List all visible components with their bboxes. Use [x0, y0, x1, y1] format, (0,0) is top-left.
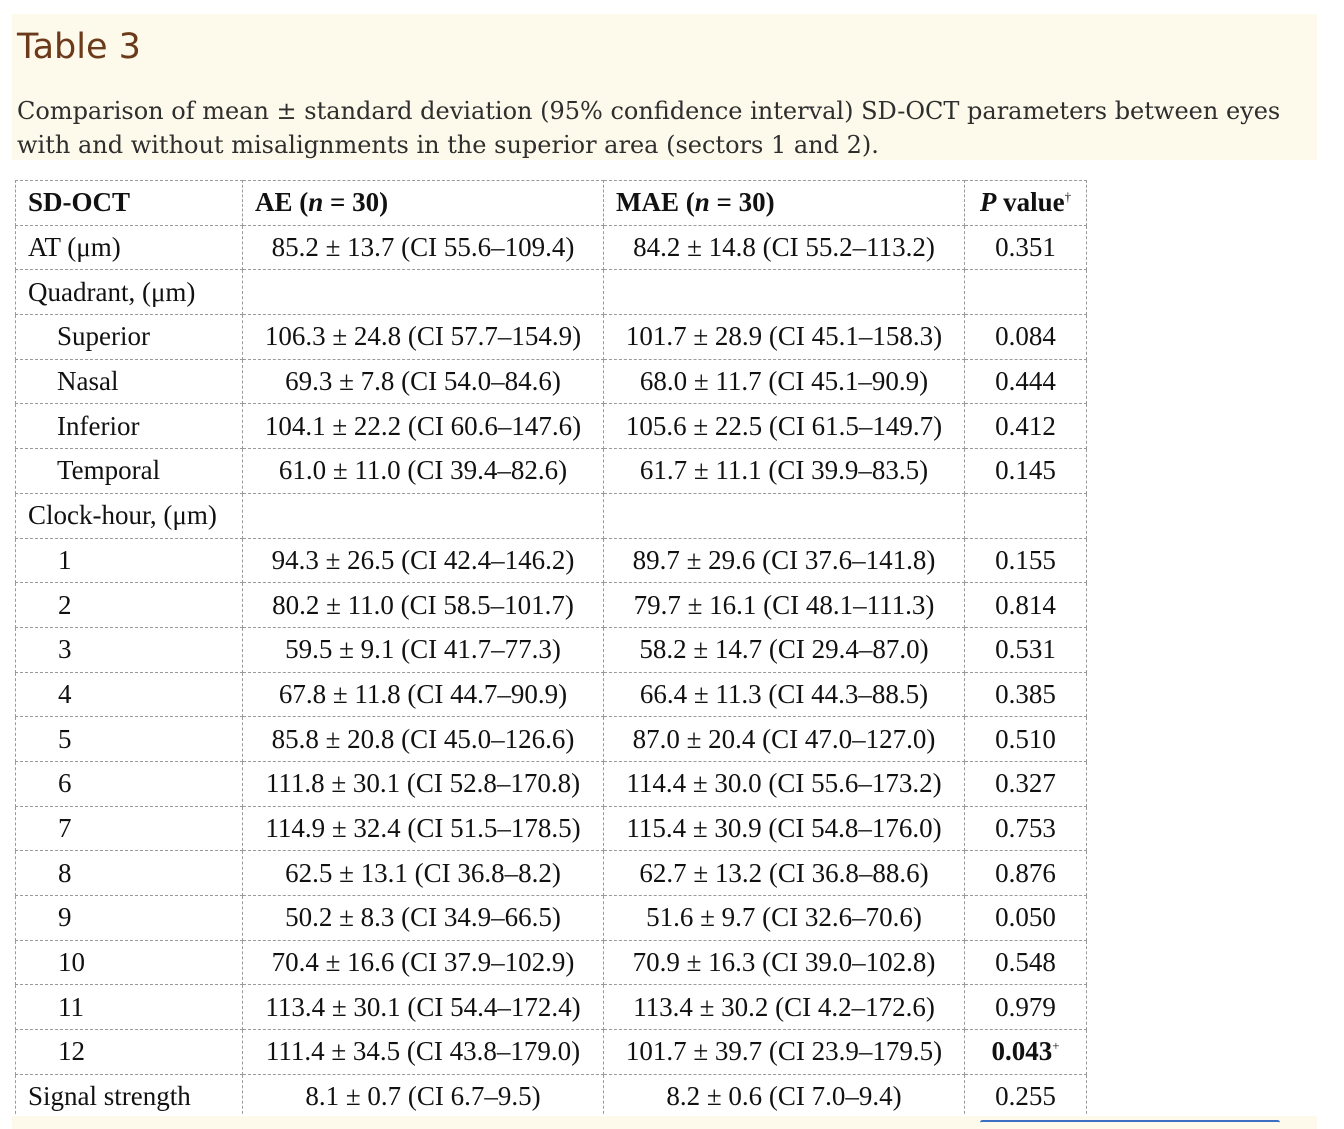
mae-value: 89.7 ± 29.6 (CI 37.6–141.8) [604, 538, 965, 583]
header-mae-n: n [694, 187, 710, 218]
row-label: 3 [16, 627, 243, 672]
header-mae [604, 181, 965, 226]
header-ae [243, 181, 604, 226]
mae-value [604, 270, 965, 315]
ae-value [243, 493, 604, 538]
mae-value: 8.2 ± 0.6 (CI 7.0–9.4) [604, 1074, 965, 1119]
ae-value: 67.8 ± 11.8 (CI 44.7–90.9) [243, 672, 604, 717]
row-label: Signal strength [16, 1074, 243, 1119]
ae-value: 114.9 ± 32.4 (CI 51.5–178.5) [243, 806, 604, 851]
ae-value: 62.5 ± 13.1 (CI 36.8–8.2) [243, 851, 604, 896]
p-value: 0.814 [965, 583, 1087, 628]
ae-value [243, 270, 604, 315]
table-row [16, 315, 1087, 360]
table-title: Table 3 [17, 27, 141, 67]
p-value: 0.979 [965, 985, 1087, 1030]
mae-value [604, 493, 965, 538]
header-ae-suffix: = 30) [323, 187, 389, 218]
mae-value: 87.0 ± 20.4 (CI 47.0–127.0) [604, 717, 965, 762]
mae-value: 58.2 ± 14.7 (CI 29.4–87.0) [604, 627, 965, 672]
ae-value: 59.5 ± 9.1 (CI 41.7–77.3) [243, 627, 604, 672]
table-row [16, 359, 1087, 404]
table-header-row [16, 181, 1087, 226]
table-row [16, 940, 1087, 985]
ae-value: 94.3 ± 26.5 (CI 42.4–146.2) [243, 538, 604, 583]
p-value: 0.084 [965, 315, 1087, 360]
mae-value: 84.2 ± 14.8 (CI 55.2–113.2) [604, 225, 965, 270]
p-value: 0.043 [991, 1036, 1053, 1067]
mae-value: 115.4 ± 30.9 (CI 54.8–176.0) [604, 806, 965, 851]
ae-value: 80.2 ± 11.0 (CI 58.5–101.7) [243, 583, 604, 628]
ae-value: 85.8 ± 20.8 (CI 45.0–126.6) [243, 717, 604, 762]
row-label: 6 [16, 761, 243, 806]
mae-value: 114.4 ± 30.0 (CI 55.6–173.2) [604, 761, 965, 806]
row-label: 12 [16, 1030, 243, 1075]
table-row [16, 806, 1087, 851]
significance-mark: + [1052, 1038, 1060, 1054]
header-mae-prefix: MAE ( [616, 187, 695, 218]
table-row [16, 493, 1087, 538]
header-sd-oct: SD-OCT [16, 181, 243, 226]
ae-value: 111.4 ± 34.5 (CI 43.8–179.0) [243, 1030, 604, 1075]
mae-value: 68.0 ± 11.7 (CI 45.1–90.9) [604, 359, 965, 404]
mae-value: 105.6 ± 22.5 (CI 61.5–149.7) [604, 404, 965, 449]
row-label: Quadrant, (μm) [16, 270, 243, 315]
p-value: 0.412 [965, 404, 1087, 449]
ae-value: 104.1 ± 22.2 (CI 60.6–147.6) [243, 404, 604, 449]
p-value: 0.327 [965, 761, 1087, 806]
ae-value: 61.0 ± 11.0 (CI 39.4–82.6) [243, 449, 604, 494]
row-label: AT (μm) [16, 225, 243, 270]
mae-value: 79.7 ± 16.1 (CI 48.1–111.3) [604, 583, 965, 628]
table-row [16, 985, 1087, 1030]
p-value: 0.351 [965, 225, 1087, 270]
table-caption: Comparison of mean ± standard deviation (95% confidence interval) SD-OCT parameters between eyes with and without misalignments in the superior area (sectors 1 and 2). [17, 97, 1281, 159]
mae-value: 70.9 ± 16.3 (CI 39.0–102.8) [604, 940, 965, 985]
header-ae-prefix: AE ( [255, 187, 309, 218]
header-ae-n: n [308, 187, 324, 218]
ae-value: 70.4 ± 16.6 (CI 37.9–102.9) [243, 940, 604, 985]
cut-off-link[interactable] [980, 1118, 1280, 1129]
row-label: 1 [16, 538, 243, 583]
p-value: 0.155 [965, 538, 1087, 583]
row-label: 7 [16, 806, 243, 851]
p-value: 0.145 [965, 449, 1087, 494]
table-row [16, 851, 1087, 896]
table-row [16, 1074, 1087, 1119]
p-value [965, 493, 1087, 538]
p-value: 0.531 [965, 627, 1087, 672]
row-label: Superior [16, 315, 243, 360]
table-row [16, 270, 1087, 315]
ae-value: 50.2 ± 8.3 (CI 34.9–66.5) [243, 896, 604, 941]
row-label: Temporal [16, 449, 243, 494]
dagger-footnote-mark: † [1064, 189, 1072, 205]
table-row [16, 896, 1087, 941]
ae-value: 106.3 ± 24.8 (CI 57.7–154.9) [243, 315, 604, 360]
p-value: 0.050 [965, 896, 1087, 941]
p-value: 0.510 [965, 717, 1087, 762]
table-row [16, 449, 1087, 494]
header-mae-suffix: = 30) [709, 187, 775, 218]
table-row [16, 538, 1087, 583]
data-table [15, 180, 1087, 1119]
table-row [16, 583, 1087, 628]
header-p-suffix: value [996, 187, 1065, 218]
p-value-significant [965, 1030, 1087, 1075]
row-label: Nasal [16, 359, 243, 404]
row-label: 4 [16, 672, 243, 717]
table-row [16, 672, 1087, 717]
table-row [16, 761, 1087, 806]
table-row [16, 404, 1087, 449]
row-label: 9 [16, 896, 243, 941]
table-row [16, 1030, 1087, 1075]
p-value [965, 270, 1087, 315]
p-value: 0.385 [965, 672, 1087, 717]
ae-value: 111.8 ± 30.1 (CI 52.8–170.8) [243, 761, 604, 806]
mae-value: 101.7 ± 28.9 (CI 45.1–158.3) [604, 315, 965, 360]
mae-value: 51.6 ± 9.7 (CI 32.6–70.6) [604, 896, 965, 941]
mae-value: 61.7 ± 11.1 (CI 39.9–83.5) [604, 449, 965, 494]
table-row [16, 627, 1087, 672]
ae-value: 113.4 ± 30.1 (CI 54.4–172.4) [243, 985, 604, 1030]
row-label: 2 [16, 583, 243, 628]
row-label: 11 [16, 985, 243, 1030]
header-p-value [965, 181, 1087, 226]
table-row [16, 225, 1087, 270]
ae-value: 69.3 ± 7.8 (CI 54.0–84.6) [243, 359, 604, 404]
row-label: 10 [16, 940, 243, 985]
row-label: Clock-hour, (μm) [16, 493, 243, 538]
p-value: 0.444 [965, 359, 1087, 404]
ae-value: 8.1 ± 0.7 (CI 6.7–9.5) [243, 1074, 604, 1119]
table-row [16, 717, 1087, 762]
mae-value: 113.4 ± 30.2 (CI 4.2–172.6) [604, 985, 965, 1030]
link-underline [980, 1120, 1280, 1125]
row-label: 5 [16, 717, 243, 762]
mae-value: 66.4 ± 11.3 (CI 44.3–88.5) [604, 672, 965, 717]
p-value: 0.876 [965, 851, 1087, 896]
header-p-italic: P [979, 187, 997, 218]
mae-value: 101.7 ± 39.7 (CI 23.9–179.5) [604, 1030, 965, 1075]
ae-value: 85.2 ± 13.7 (CI 55.6–109.4) [243, 225, 604, 270]
p-value: 0.548 [965, 940, 1087, 985]
p-value: 0.255 [965, 1074, 1087, 1119]
row-label: 8 [16, 851, 243, 896]
row-label: Inferior [16, 404, 243, 449]
p-value: 0.753 [965, 806, 1087, 851]
mae-value: 62.7 ± 13.2 (CI 36.8–88.6) [604, 851, 965, 896]
